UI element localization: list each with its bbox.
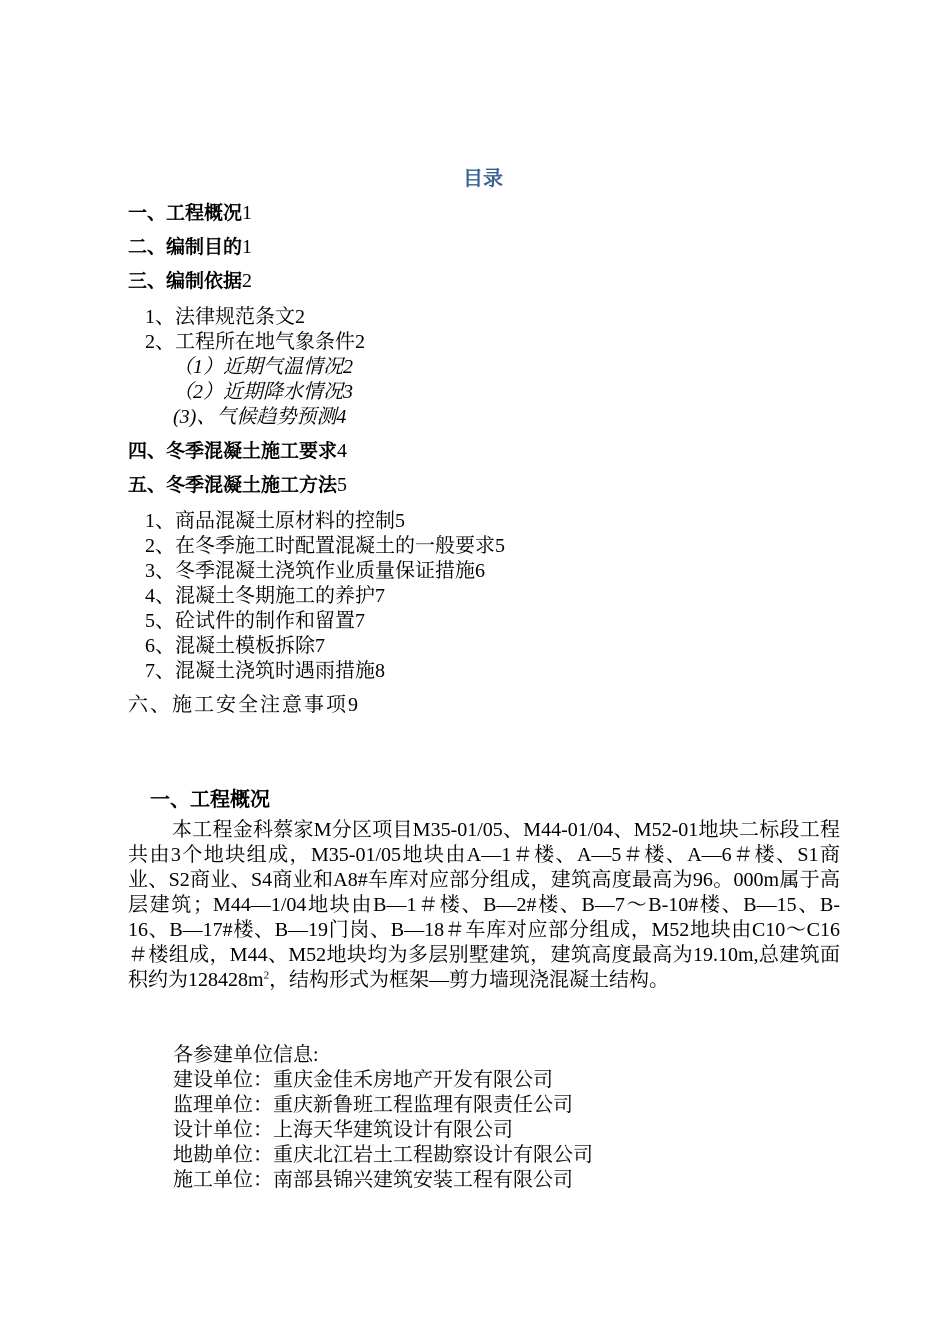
toc-entry[interactable]: [145, 658, 385, 684]
toc-entry-label: 三、编制依据: [128, 270, 243, 292]
toc-entry-page: 1: [242, 236, 253, 258]
toc-entry[interactable]: [128, 234, 252, 260]
toc-entry-page: 2: [295, 306, 305, 328]
toc-entry[interactable]: [128, 200, 252, 226]
toc-entry-page: 7: [355, 610, 365, 632]
toc-entry[interactable]: [173, 379, 353, 405]
toc-entry-label: 一、工程概况: [128, 202, 243, 224]
toc-entry[interactable]: [128, 472, 347, 498]
toc-entry-label: 五、冬季混凝土施工方法: [128, 474, 338, 496]
toc-entry-page: 2: [343, 356, 353, 378]
toc-entry[interactable]: [173, 354, 353, 380]
toc-entry-label: 2、在冬季施工时配置混凝土的一般要求: [145, 535, 495, 557]
toc-entry[interactable]: [128, 692, 360, 718]
toc-entry-label: 1、法律规范条文: [145, 306, 295, 328]
toc-entry-page: 6: [475, 560, 485, 582]
toc-entry[interactable]: [145, 608, 365, 634]
toc-entry-label: (3)、气候趋势预测: [173, 406, 337, 428]
unit-line: 地勘单位：重庆北江岩土工程勘察设计有限公司: [173, 1144, 593, 1166]
toc-entry-label: 2、工程所在地气象条件: [145, 331, 355, 353]
unit-line: 监理单位：重庆新鲁班工程监理有限责任公司: [173, 1094, 573, 1116]
paragraph-tail-text: ，结构形式为框架—剪力墙现浇混凝土结构。: [269, 969, 670, 991]
toc-entry-label: 5、砼试件的制作和留置: [145, 610, 355, 632]
toc-title: 目录: [463, 166, 503, 190]
toc-entry[interactable]: [173, 404, 346, 430]
toc-entry[interactable]: [145, 583, 385, 609]
units-intro: 各参建单位信息:: [173, 1044, 319, 1066]
toc-entry-page: 2: [355, 331, 365, 353]
toc-entry-label: （2）近期降水情况: [173, 381, 343, 403]
section-paragraph: [128, 818, 840, 993]
toc-entry-page: 3: [343, 381, 353, 403]
toc-entry-label: 六、施工安全注意事项: [128, 694, 348, 716]
toc-entry-page: 4: [336, 406, 347, 428]
toc-entry[interactable]: [145, 508, 405, 534]
toc-entry-page: 5: [337, 474, 348, 496]
toc-entry-page: 4: [337, 440, 348, 462]
toc-entry[interactable]: [145, 633, 325, 659]
unit-line: 施工单位：南部县锦兴建筑安装工程有限公司: [173, 1169, 573, 1191]
area-unit-superscript: 2: [263, 969, 270, 982]
toc-entry[interactable]: [145, 558, 485, 584]
toc-entry[interactable]: [145, 329, 365, 355]
toc-entry-page: 5: [395, 510, 405, 532]
toc-entry-label: 6、混凝土模板拆除: [145, 635, 315, 657]
toc-entry-label: 7、混凝土浇筑时遇雨措施: [145, 660, 375, 682]
toc-entry-page: 7: [315, 635, 325, 657]
toc-entry-label: 4、混凝土冬期施工的养护: [145, 585, 375, 607]
toc-entry[interactable]: [128, 438, 347, 464]
toc-entry-page: 5: [495, 535, 505, 557]
toc-entry-label: 3、冬季混凝土浇筑作业质量保证措施: [145, 560, 475, 582]
toc-entry-label: 二、编制目的: [128, 236, 243, 258]
toc-entry[interactable]: [128, 268, 252, 294]
toc-entry-label: 1、商品混凝土原材料的控制: [145, 510, 395, 532]
toc-entry-page: 1: [242, 202, 253, 224]
toc-entry-page: 7: [375, 585, 385, 607]
toc-entry-label: （1）近期气温情况: [173, 356, 343, 378]
section-heading: 一、工程概况: [150, 787, 270, 811]
unit-line: 建设单位：重庆金佳禾房地产开发有限公司: [173, 1069, 553, 1091]
unit-line: 设计单位：上海天华建筑设计有限公司: [173, 1119, 513, 1141]
paragraph-main-text: 本工程金科蔡家M分区项目M35-01/05、M44-01/04、M52-01地块二标段工程共由3个地块组成，M35-01/05地块由A—1＃楼、A—5＃楼、A—6＃楼、S1商业、S2商业、S4商业和A8#车库对应部分组成，建筑高度最高为96。000m属于高层建筑；M44—1/04地块由B—1＃楼、B—2#楼、B—7～B-10#楼、B—15、B-16、B—17#楼、B—19门岗、B—18＃车库对应部分组成，M52地块由C10～C16＃楼组成，M44、M52地块均为多层别墅建筑，建筑高度最高为19.10m,总建筑面积约为128428m: [128, 819, 840, 991]
toc-entry-page: 9: [348, 694, 360, 716]
toc-entry-label: 四、冬季混凝土施工要求: [128, 440, 338, 462]
toc-entry[interactable]: [145, 304, 305, 330]
toc-entry[interactable]: [145, 533, 505, 559]
toc-entry-page: 2: [242, 270, 253, 292]
toc-entry-page: 8: [375, 660, 385, 682]
